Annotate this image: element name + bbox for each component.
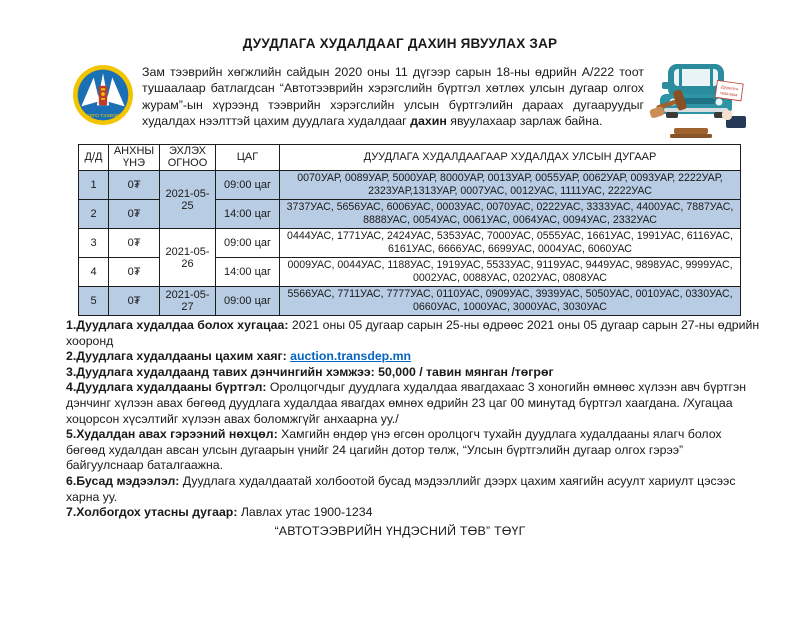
- item-label: 4.Дуудлага худалдааны бүртгэл:: [66, 380, 270, 395]
- item-text: Оролцогчдыг дуудлага худалдаа явагдахаас 3 хоногийн өмнөөс хүлээн авч бүртгэн дэнчинг хүлээн авах бөгөөд дуудлага худалдаа явагдах өмнөх өдрийн 23 цаг 00 минутад бүртгэл хаагдана. /Хугацаа хоцорсон хүсэлтийг хүлээн авах боломжгүйг анхаарна уу./: [66, 380, 747, 426]
- car-auction-illustration-icon: [646, 58, 746, 142]
- row-date: 2021-05-27: [160, 287, 216, 316]
- row-time: 09:00 цаг: [216, 171, 280, 200]
- header-no: Д/Д: [79, 145, 109, 171]
- row-plates: 0070УАР, 0089УАР, 5000УАР, 8000УАР, 0013УАР, 0055УАР, 0062УАР, 0093УАР, 2222УАР, 2323УАР,1313УАР, 0007УАС, 0012УАС, 1111УАС, 2222УАС: [280, 171, 741, 200]
- list-item: [66, 318, 764, 349]
- svg-text:худалдаа: худалдаа: [719, 89, 738, 98]
- row-price: 0₮: [109, 229, 160, 258]
- auction-schedule-table: [78, 144, 741, 316]
- list-item: [66, 365, 764, 381]
- intro-text-tail: явуулахаар зарлаж байна.: [446, 114, 603, 129]
- autotransport-logo-icon: [72, 64, 134, 126]
- sound-block-icon: [674, 128, 708, 134]
- row-time: 09:00 цаг: [216, 229, 280, 258]
- intro-paragraph: [142, 64, 644, 130]
- row-no: 5: [79, 287, 109, 316]
- auction-site-link[interactable]: auction.transdep.mn: [290, 349, 412, 364]
- list-item: [66, 505, 764, 521]
- row-no: 3: [79, 229, 109, 258]
- row-price: 0₮: [109, 200, 160, 229]
- row-no: 1: [79, 171, 109, 200]
- table-row: [79, 171, 741, 200]
- intro-text: Зам тээврийн хөгжлийн сайдын 2020 оны 11 дүгээр сарын 18-ны өдрийн А/222 тоот тушаалаар батлагдсан “Автотээврийн хэрэгслийн бүртгэл хөтлөх улсын дугаар олгох журам”-ын хүрээнд тээврийн хэрэгслийн улсын бүртгэлийн дараах дугааруудыг худалдах нээлттэй цахим дуудлага худалдааг: [142, 65, 644, 129]
- row-no: 4: [79, 258, 109, 287]
- item-label: 2.Дуудлага худалдааны цахим хаяг:: [66, 349, 291, 364]
- item-text: Лавлах утас 1900-1234: [240, 505, 373, 520]
- row-date: 2021-05-25: [160, 171, 216, 229]
- row-price: 0₮: [109, 287, 160, 316]
- intro-bold-word: дахин: [410, 114, 447, 129]
- header-time: ЦАГ: [216, 145, 280, 171]
- svg-text:Дуудлага: Дуудлага: [720, 84, 739, 92]
- item-label: 3.Дуудлага худалдаанд тавих дэнчингийн хэмжээ:: [66, 364, 379, 379]
- item-text: Хамгийн өндөр үнэ өгсөн оролцогч тухайн дуудлага худалдааны ялагч болох бөгөөд худалдан авсан улсын дугаарын үнийг 24 цагийн дотор төлж, “Улсын бүртгэлийн дугаар олгох гэрээ” байгуулснаар баталгаажна.: [66, 427, 722, 473]
- list-item: [66, 349, 764, 365]
- item-text: Дуудлага худалдаатай холбоотой бусад мэдээллийг дээрх цахим хаягийн асуулт хариулт цэсээс харна уу.: [66, 473, 736, 504]
- item-label: 5.Худалдан авах гэрээний нөхцөл:: [66, 427, 282, 442]
- organization-footer: “АВТОТЭЭВРИЙН ҮНДЭСНИЙ ТӨВ” ТӨҮГ: [274, 524, 526, 538]
- row-price: 0₮: [109, 171, 160, 200]
- row-time: 14:00 цаг: [216, 258, 280, 287]
- list-item: [66, 474, 764, 505]
- item-bold-text: 50,000 / тавин мянган /төгрөг: [378, 364, 554, 379]
- item-label: 6.Бусад мэдээлэл:: [66, 473, 183, 488]
- item-text: 2021 оны 05 дугаар сарын 25-ны өдрөөс 2021 оны 05 дугаар сарын 27-ны өдрийн хооронд: [66, 318, 760, 348]
- row-time: 14:00 цаг: [216, 200, 280, 229]
- list-item: [66, 380, 764, 427]
- header-date: ЭХЛЭХ ОГНОО: [160, 145, 216, 171]
- header-price: АНХНЫ ҮНЭ: [109, 145, 160, 171]
- table-row: [79, 229, 741, 258]
- row-plates: 5566УАС, 7711УАС, 7777УАС, 0110УАС, 0909УАС, 3939УАС, 5050УАС, 0010УАС, 0330УАС, 0660УАС, 1000УАС, 3000УАС, 3030УАС: [280, 287, 741, 316]
- list-item: [66, 427, 764, 474]
- page-title: ДУУДЛАГА ХУДАЛДААГ ДАХИН ЯВУУЛАХ ЗАР: [242, 36, 558, 51]
- svg-text:АВТО ТЭЭВЭР: АВТО ТЭЭВЭР: [86, 114, 120, 120]
- row-time: 09:00 цаг: [216, 287, 280, 316]
- row-plates: 0444УАС, 1771УАС, 2424УАС, 5353УАС, 7000УАС, 0555УАС, 1661УАС, 1991УАС, 6116УАС, 6161УАС, 6666УАС, 6699УАС, 0004УАС, 6060УАС: [280, 229, 741, 258]
- auction-sign-icon: [715, 80, 743, 100]
- table-header-row: [79, 145, 741, 171]
- row-date: 2021-05-26: [160, 229, 216, 287]
- table-row: [79, 287, 741, 316]
- item-label: 1.Дуудлага худалдаа болох хугацаа:: [66, 318, 292, 332]
- row-plates: 0009УАС, 0044УАС, 1188УАС, 1919УАС, 5533УАС, 9119УАС, 9449УАС, 9898УАС, 9999УАС, 0002УАС, 0088УАС, 0202УАС, 0808УАС: [280, 258, 741, 287]
- row-price: 0₮: [109, 258, 160, 287]
- item-label: 7.Холбогдох утасны дугаар:: [66, 505, 241, 520]
- header-plates: ДУУДЛАГА ХУДАЛДААГААР ХУДАЛДАХ УЛСЫН ДУГААР: [280, 145, 741, 171]
- row-no: 2: [79, 200, 109, 229]
- details-list: [66, 318, 764, 521]
- row-plates: 3737УАС, 5656УАС, 6006УАС, 0003УАС, 0070УАС, 0222УАС, 3333УАС, 4400УАС, 7887УАС, 8888УАС, 0054УАС, 0061УАС, 0064УАС, 0094УАС, 2332УАС: [280, 200, 741, 229]
